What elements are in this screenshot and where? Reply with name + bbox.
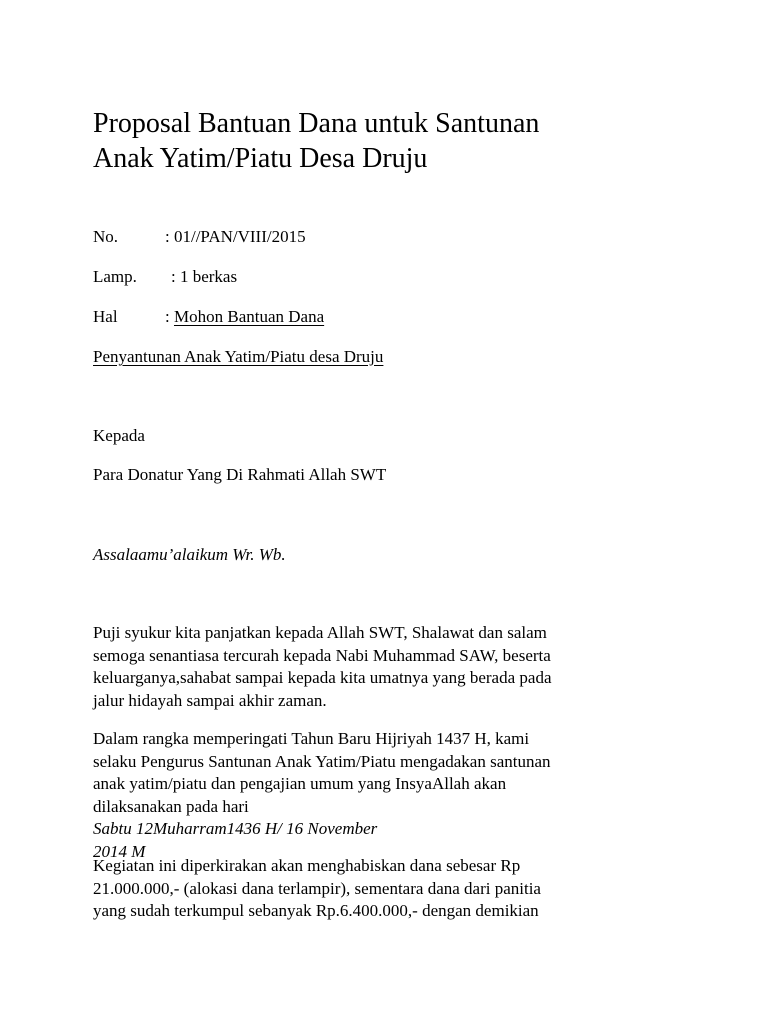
document-title xyxy=(93,106,713,176)
letter-number-label: No. xyxy=(93,227,119,246)
paragraph-2-line: Dalam rangka memperingati Tahun Baru Hijriyah 1437 H, kami xyxy=(93,729,530,748)
paragraph-2 xyxy=(93,728,663,863)
title-line-1: Proposal Bantuan Dana untuk Santunan xyxy=(93,108,540,139)
recipient-name: Para Donatur Yang Di Rahmati Allah SWT xyxy=(93,465,387,484)
paragraph-2-line xyxy=(93,796,663,841)
greeting: Assalaamu’alaikum Wr. Wb. xyxy=(93,545,286,564)
subject-colon: : xyxy=(165,307,174,326)
paragraph-2-line: selaku Pengurus Santunan Anak Yatim/Piatu mengadakan santunan xyxy=(93,751,551,771)
paragraph-1 xyxy=(93,622,663,712)
event-date: Sabtu 12Muharram1436 H/ 16 November xyxy=(93,819,378,838)
subject-label: Hal xyxy=(93,307,118,326)
recipient-kepada: Kepada xyxy=(93,426,145,445)
paragraph-3-line: Kegiatan ini diperkirakan akan menghabiskan dana sebesar Rp xyxy=(93,856,521,875)
subject-value: Mohon Bantuan Dana xyxy=(173,307,325,326)
event-intro: dilaksanakan pada hari xyxy=(93,796,249,816)
attachment-value: : 1 berkas xyxy=(171,267,238,286)
letter-number-value: : 01//PAN/VIII/2015 xyxy=(165,227,306,246)
paragraph-1-line: semoga senantiasa tercurah kepada Nabi Muhammad SAW, beserta xyxy=(93,645,551,665)
paragraph-3 xyxy=(93,855,663,923)
paragraph-1-line: jalur hidayah sampai akhir zaman. xyxy=(93,690,327,710)
attachment-label: Lamp. xyxy=(93,267,137,286)
paragraph-1-line: keluarganya,sahabat sampai kepada kita umatnya yang berada pada xyxy=(93,668,552,687)
event-date-year: 2014 M xyxy=(93,841,146,861)
subject-detail: Penyantunan Anak Yatim/Piatu desa Druju xyxy=(93,347,384,366)
paragraph-3-line: 21.000.000,- (alokasi dana terlampir), sementara dana dari panitia xyxy=(93,878,541,898)
title-line-2: Anak Yatim/Piatu Desa Druju xyxy=(93,143,428,174)
attachment-row xyxy=(93,266,238,288)
letter-number-row xyxy=(93,226,306,248)
paragraph-3-line: yang sudah terkumpul sebanyak Rp.6.400.000,- dengan demikian xyxy=(93,901,539,920)
paragraph-1-line: Puji syukur kita panjatkan kepada Allah SWT, Shalawat dan salam xyxy=(93,623,547,642)
subject-row xyxy=(93,306,325,328)
paragraph-2-line: anak yatim/piatu dan pengajian umum yang InsyaAllah akan xyxy=(93,774,507,793)
